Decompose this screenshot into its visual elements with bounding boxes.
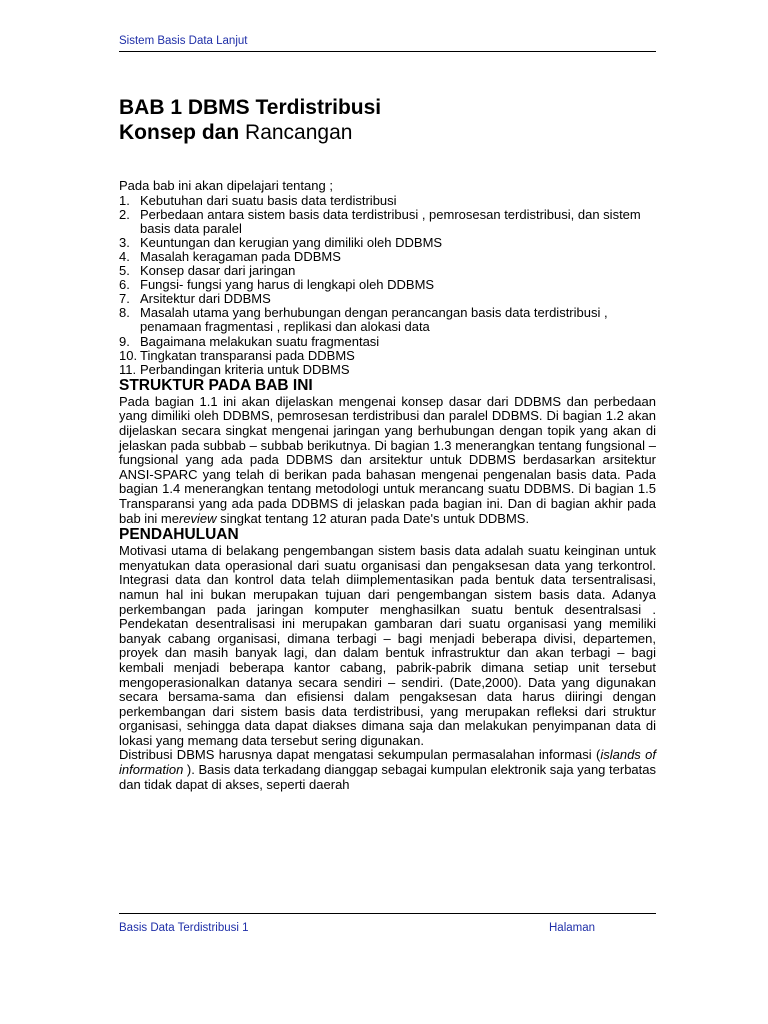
list-item [119, 306, 656, 334]
running-header: Sistem Basis Data Lanjut [119, 35, 248, 47]
page-content [119, 95, 656, 792]
struktur-italic-word: review [178, 510, 217, 526]
list-item-text: Bagaimana melakukan suatu fragmentasi [140, 333, 380, 349]
footer-title: Basis Data Terdistribusi 1 [119, 922, 249, 934]
list-item-number: 3. [119, 234, 130, 250]
list-item-text: Perbandingan kriteria untuk DDBMS [140, 361, 350, 377]
list-item-text: Arsitektur dari DDBMS [140, 291, 271, 307]
chapter-title-line2-light: Rancangan [239, 121, 353, 144]
list-item-text: Konsep dasar dari jaringan [140, 263, 296, 279]
list-item-number: 5. [119, 263, 130, 279]
list-item-text: Masalah keragaman pada DDBMS [140, 248, 341, 264]
chapter-title-line1: BAB 1 DBMS Terdistribusi [119, 96, 382, 119]
pendahuluan-paragraph-2 [119, 748, 656, 792]
header-rule [119, 51, 656, 52]
document-page [119, 0, 656, 1024]
list-item-number: 11. [119, 361, 137, 377]
list-item [119, 250, 656, 264]
list-item-number: 9. [119, 333, 130, 349]
list-item [119, 194, 656, 208]
pendahuluan-italic-phrase: islands of information [119, 747, 656, 778]
pendahuluan-text: Distribusi DBMS harusnya dapat mengatasi sekumpulan permasalahan informasi ( [119, 747, 601, 763]
topic-list [119, 194, 656, 377]
list-item [119, 349, 656, 363]
list-item [119, 236, 656, 250]
intro-text: Pada bab ini akan dipelajari tentang ; [119, 178, 333, 193]
list-item-number: 1. [119, 192, 130, 208]
list-item-number: 6. [119, 277, 130, 293]
list-item-text: Tingkatan transparansi pada DDBMS [140, 347, 355, 363]
list-item-text: Fungsi- fungsi yang harus di lengkapi oleh DDBMS [140, 277, 435, 293]
list-item [119, 278, 656, 292]
list-item [119, 335, 656, 349]
struktur-paragraph [119, 395, 656, 526]
footer-page-label: Halaman [549, 922, 596, 934]
list-item [119, 292, 656, 306]
list-item-number: 8. [119, 305, 130, 321]
pendahuluan-paragraph-1: Motivasi utama di belakang pengembangan sistem basis data adalah suatu keinginan untuk menyatukan data operasional dari suatu organisasi dan pengaksesan data yang terkontrol. Integrasi data dan kontrol data telah diimplementasikan pada bentuk data tersentralisasi, namun hal ini bukan merupakan tujuan dari pengembangan sistem basis data. Adanya perkembangan pada jaringan komputer menghasilkan suatu bentuk desentralsasi . Pendekatan desentralisasi ini merupakan gambaran dari suatu organisasi yang memiliki banyak cabang organisasi, dimana terbagi – bagi menjadi beberapa divisi, departemen, proyek dan masih banyak lagi, dan dalam bentuk infrastruktur dan akan terbagi – bagi kembali menjadi beberapa kantor cabang, pabrik-pabrik dimana setiap unit tersebut mengoperasionalkan datanya secara sendiri – sendiri. (Date,2000). Data yang digunakan secara bersama-sama dan efisiensi dalam pengaksesan data harus diiringi dengan perkembangan dari sistem basis data terdistribusi, yang merupakan refleksi dari struktur organisasi, sehingga data dapat diakses dimana saja dan melakukan penyimpanan data di lokasi yang memang data tersebut sering digunakan. [119, 543, 656, 748]
struktur-text: Pada bagian 1.1 ini akan dijelaskan mengenai konsep dasar dari DDBMS dan perbedaan yang dimiliki oleh DDBMS, pemrosesan terdistribusi dan paralel DDBMS. Di bagian 1.2 akan dijelaskan secara singkat mengenai jaringan yang berhubungan dengan topik yang akan di jelaskan pada subbab – subbab berikutnya. Di bagian 1.3 menerangkan tentang fungsional – fungsional yang ada pada DDBMS dan arsitektur untuk DDBMS berdasarkan arsitektur ANSI-SPARC yang telah di berikan pada bahasan mengenai pengenalan basis data. Pada bagian 1.4 menerangkan tentang metodologi untuk merancang suatu DDBMS. Di bagian 1.5 Transparansi yang ada pada DDBMS di jelaskan pada bagian ini. Dan di bagian akhir pada bab ini me [119, 393, 656, 526]
list-item-text: Perbedaan antara sistem basis data terdistribusi , pemrosesan terdistribusi, dan sistem basis data paralel [140, 206, 641, 236]
list-item-text: Kebutuhan dari suatu basis data terdistribusi [140, 192, 397, 208]
section-heading-pendahuluan: PENDAHULUAN [119, 526, 239, 544]
list-item-text: Masalah utama yang berhubungan dengan perancangan basis data terdistribusi , penamaan fragmentasi , replikasi dan alokasi data [140, 305, 608, 335]
chapter-title [119, 95, 656, 145]
list-item-number: 4. [119, 248, 130, 264]
pendahuluan-text-end: ). Basis data terkadang dianggap sebagai kumpulan elektronik saja yang terbatas dan tidak dapat di akses, seperti daerah [119, 762, 656, 792]
chapter-title-line2-bold: Konsep dan [119, 121, 240, 144]
list-item [119, 208, 656, 236]
list-item-number: 10. [119, 347, 138, 363]
list-item-number: 2. [119, 206, 130, 222]
section-heading-struktur: STRUKTUR PADA BAB INI [119, 376, 313, 394]
list-item-number: 7. [119, 291, 130, 307]
list-item-text: Keuntungan dan kerugian yang dimiliki oleh DDBMS [140, 234, 443, 250]
struktur-text-end: singkat tentang 12 aturan pada Date's untuk DDBMS. [216, 510, 530, 526]
footer-rule [119, 913, 656, 914]
list-item [119, 264, 656, 278]
list-item [119, 363, 656, 377]
